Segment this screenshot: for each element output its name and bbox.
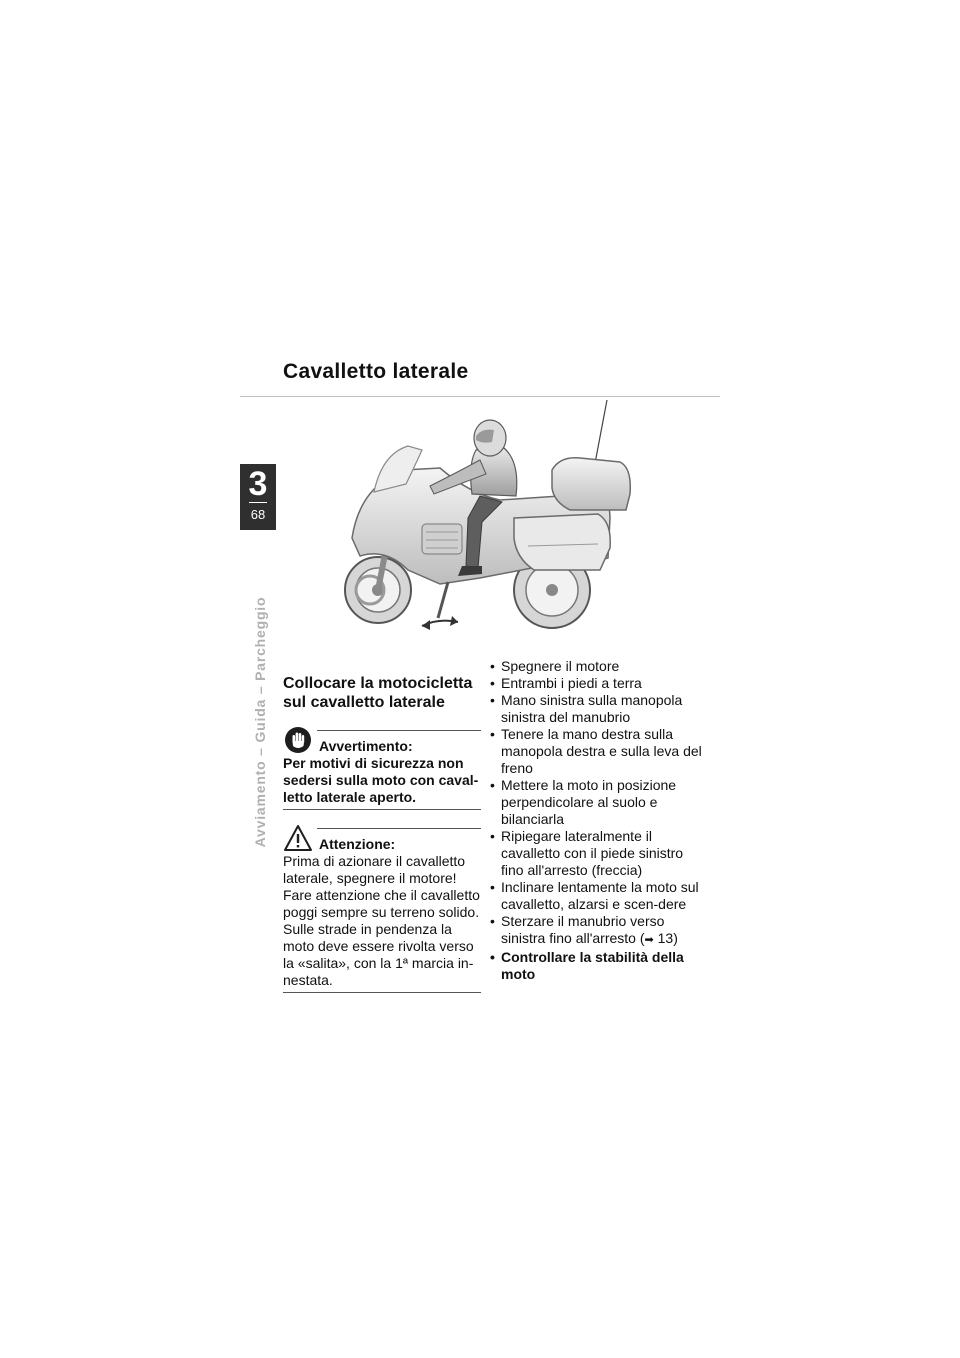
- step-text: Sterzare il manubrio verso sinistra fino all'arresto (: [501, 913, 665, 946]
- warning-bottom-rule: [283, 809, 481, 810]
- title-divider: [240, 396, 720, 397]
- left-column: [283, 674, 481, 1011]
- attention-note: [283, 828, 481, 993]
- chapter-tab: [240, 464, 276, 530]
- list-item: • Tenere la mano destra sulla manopola destra e sulla leva del freno: [490, 726, 705, 777]
- warning-header: [283, 725, 481, 755]
- attention-label: Attenzione:: [319, 836, 396, 852]
- list-item: • Mettere la moto in posizione perpendicolare al suolo e bilanciarla: [490, 777, 705, 828]
- page-number: 68: [250, 507, 266, 522]
- attention-bottom-rule: [283, 992, 481, 993]
- chapter-number: 3: [248, 465, 268, 503]
- list-item: [490, 913, 705, 949]
- page-title: Cavalletto laterale: [283, 360, 469, 383]
- list-item: • Controllare la stabilità della moto: [490, 949, 705, 983]
- exclamation-triangle-icon: [283, 823, 313, 853]
- list-item: • Mano sinistra sulla manopola sinistra del manubrio: [490, 692, 705, 726]
- arrow-right-icon: ➡: [644, 934, 654, 946]
- warning-label: Avvertimento:: [319, 738, 413, 754]
- right-column: [490, 658, 705, 983]
- warning-note: [283, 730, 481, 810]
- list-item: • Ripiegare lateralmente il cavalletto con il piede sinistro fino all'arresto (freccia): [490, 828, 705, 879]
- list-item: • Spegnere il motore: [490, 658, 705, 675]
- warning-text: Per motivi di sicurezza non sedersi sulla moto con caval-letto laterale aperto.: [283, 755, 479, 805]
- list-item: • Entrambi i piedi a terra: [490, 675, 705, 692]
- motorcycle-on-side-stand-icon: [330, 398, 650, 638]
- step-text-end: ): [673, 930, 678, 946]
- attention-text: Prima di azionare il cavalletto laterale, spegnere il motore! Fare attenzione che il cavalletto poggi sempre su terreno solido. Sulle strade in pendenza la moto deve essere rivolta verso la «salita», con la 1ª marcia in-nestata.: [283, 853, 480, 988]
- page-reference-link[interactable]: 13: [657, 930, 674, 946]
- list-item: • Inclinare lentamente la moto sul cavalletto, alzarsi e scen-dere: [490, 879, 705, 913]
- attention-header: [283, 823, 481, 853]
- procedure-steps: [490, 658, 705, 983]
- section-side-label: Avviamento – Guida – Parcheggio: [252, 596, 268, 848]
- hand-warning-icon: [283, 725, 313, 755]
- section-heading: Collocare la motocicletta sul cavalletto laterale: [283, 675, 473, 711]
